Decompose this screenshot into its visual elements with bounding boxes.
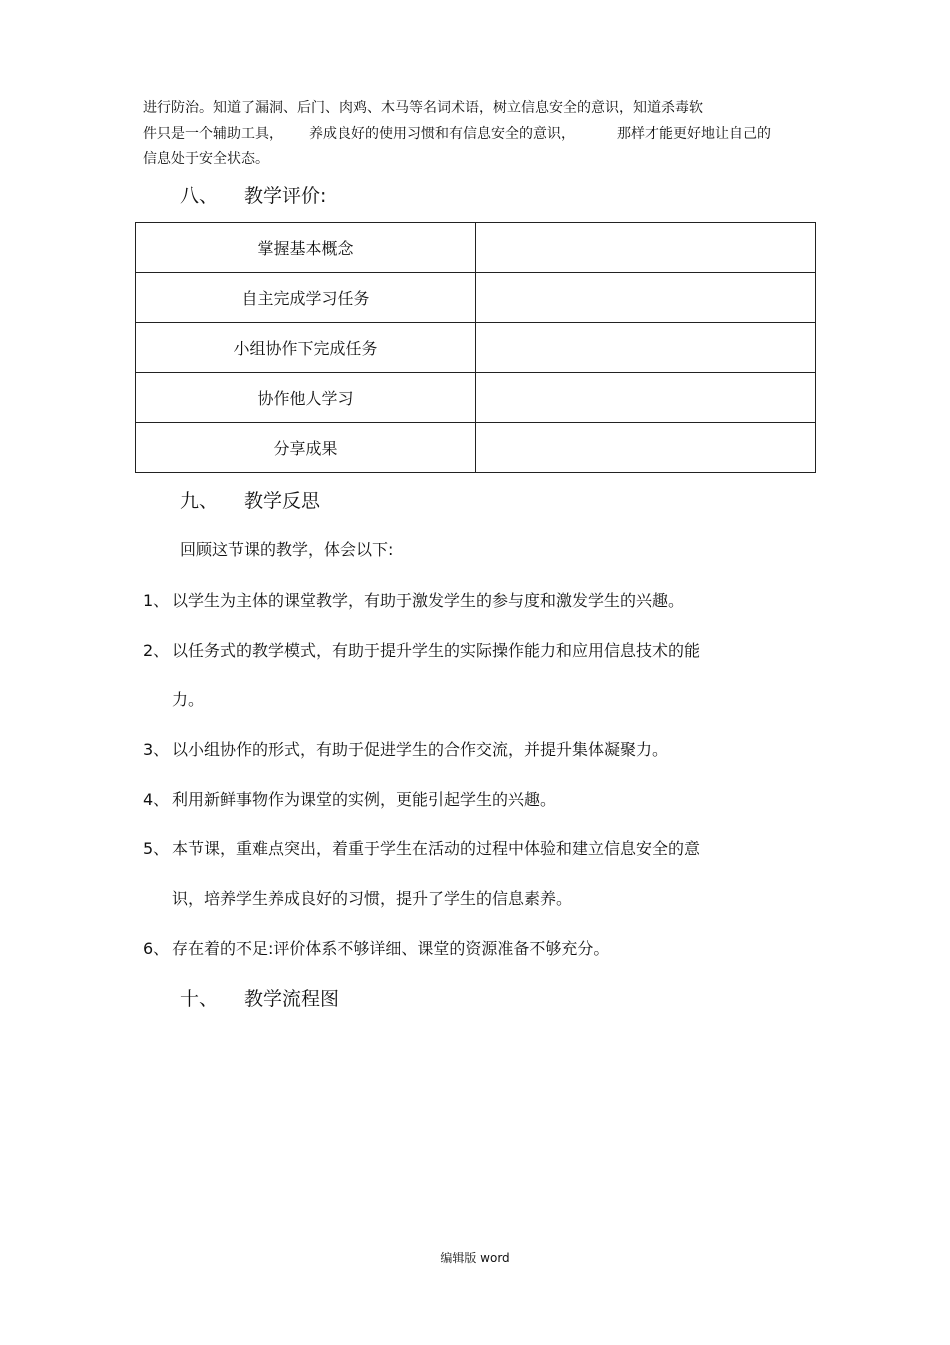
item-text: 本节课，重难点突出，着重于学生在活动的过程中体验和建立信息安全的意 <box>172 839 701 858</box>
item-number: 2、 <box>143 641 170 660</box>
section-8-number: 八、 <box>180 185 219 207</box>
section-10-title: 教学流程图 <box>244 988 340 1010</box>
section-8-heading <box>180 184 326 208</box>
table-cell-label: 协作他人学习 <box>136 373 476 423</box>
item-number: 1、 <box>143 591 170 610</box>
reflection-item-5-continuation: 识，培养学生养成良好的习惯，提升了学生的信息素养。 <box>172 889 573 908</box>
table-cell-value <box>476 373 816 423</box>
reflection-item-5 <box>143 838 700 860</box>
table-cell-value <box>476 423 816 473</box>
table-cell-value <box>476 323 816 373</box>
table-cell-label: 掌握基本概念 <box>136 223 476 273</box>
reflection-item-3 <box>143 739 668 761</box>
intro-line-2 <box>143 125 771 143</box>
evaluation-table <box>135 222 816 473</box>
table-cell-label: 分享成果 <box>136 423 476 473</box>
section-10-heading <box>180 987 339 1011</box>
reflection-item-6 <box>143 938 609 960</box>
item-text: 以小组协作的形式，有助于促进学生的合作交流，并提升集体凝聚力。 <box>172 740 669 759</box>
intro-line-2-part-a: 件只是一个辅助工具， <box>143 126 283 142</box>
item-text: 以任务式的教学模式，有助于提升学生的实际操作能力和应用信息技术的能 <box>172 641 701 660</box>
intro-line-2-part-c: 那样才能更好地让自己的 <box>617 126 771 142</box>
intro-line-2-part-b: 养成良好的使用习惯和有信息安全的意识， <box>309 126 575 142</box>
reflection-item-2 <box>143 640 700 662</box>
table-row <box>136 223 816 273</box>
section-9-heading <box>180 489 320 513</box>
item-number: 3、 <box>143 740 170 759</box>
table-row <box>136 273 816 323</box>
table-cell-value <box>476 223 816 273</box>
table-row <box>136 373 816 423</box>
item-text: 存在着的不足:评价体系不够详细、课堂的资源准备不够充分。 <box>172 939 610 958</box>
section-8-title: 教学评价: <box>244 185 327 207</box>
section-10-number: 十、 <box>180 988 219 1010</box>
section-9-title: 教学反思 <box>244 490 321 512</box>
item-number: 4、 <box>143 790 170 809</box>
intro-line-1: 进行防治。知道了漏洞、后门、肉鸡、木马等名词术语，树立信息安全的意识，知道杀毒软 <box>143 100 703 116</box>
reflection-item-2-continuation: 力。 <box>172 690 205 709</box>
reflection-item-1 <box>143 590 684 612</box>
page-footer: 编辑版 word <box>440 1251 510 1265</box>
reflection-lead: 回顾这节课的教学，体会以下: <box>180 540 394 559</box>
section-9-number: 九、 <box>180 490 219 512</box>
item-text: 利用新鲜事物作为课堂的实例，更能引起学生的兴趣。 <box>172 790 557 809</box>
item-number: 5、 <box>143 839 170 858</box>
item-number: 6、 <box>143 939 170 958</box>
table-row <box>136 423 816 473</box>
table-row <box>136 323 816 373</box>
reflection-item-4 <box>143 789 556 811</box>
intro-line-3: 信息处于安全状态。 <box>143 151 269 167</box>
table-cell-label: 自主完成学习任务 <box>136 273 476 323</box>
item-text: 以学生为主体的课堂教学，有助于激发学生的参与度和激发学生的兴趣。 <box>172 591 685 610</box>
table-cell-value <box>476 273 816 323</box>
table-cell-label: 小组协作下完成任务 <box>136 323 476 373</box>
